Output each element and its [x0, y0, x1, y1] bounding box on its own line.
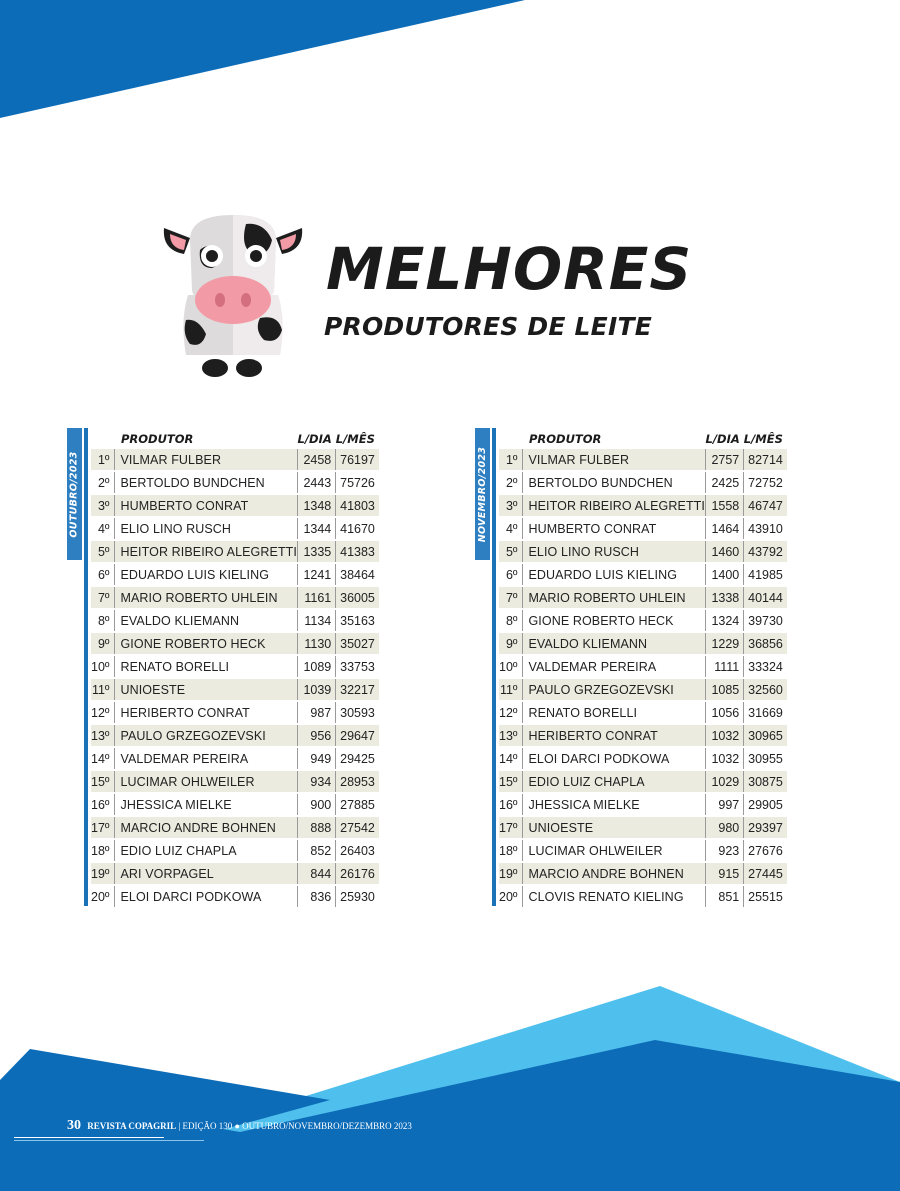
- rank-position: 18º: [499, 839, 523, 862]
- rank-position: 8º: [91, 609, 115, 632]
- producer-name: PAULO GRZEGOZEVSKI: [523, 678, 706, 701]
- liters-per-day: 852: [298, 839, 336, 862]
- liters-per-day: 1464: [706, 517, 744, 540]
- table-row: [499, 770, 787, 793]
- producer-name: HUMBERTO CONRAT: [523, 517, 706, 540]
- rank-position: 8º: [499, 609, 523, 632]
- producer-name: GIONE ROBERTO HECK: [115, 632, 298, 655]
- liters-per-month: 27445: [744, 862, 787, 885]
- liters-per-day: 2757: [706, 449, 744, 471]
- col-liters-day-header: L/DIA: [297, 431, 332, 446]
- producer-name: VALDEMAR PEREIRA: [523, 655, 706, 678]
- liters-per-day: 956: [298, 724, 336, 747]
- liters-per-month: 41383: [336, 540, 379, 563]
- producer-name: LUCIMAR OHLWEILER: [523, 839, 706, 862]
- producer-name: EDUARDO LUIS KIELING: [523, 563, 706, 586]
- rank-position: 17º: [91, 816, 115, 839]
- liters-per-day: 2443: [298, 471, 336, 494]
- table-row: [91, 655, 379, 678]
- col-position-header: [91, 428, 115, 449]
- rank-position: 6º: [91, 563, 115, 586]
- liters-per-month: 32560: [744, 678, 787, 701]
- producer-name: UNIOESTE: [523, 816, 706, 839]
- liters-per-day: 2425: [706, 471, 744, 494]
- liters-per-day: 987: [298, 701, 336, 724]
- liters-per-month: 25930: [336, 885, 379, 908]
- liters-per-month: 35027: [336, 632, 379, 655]
- liters-per-day: 923: [706, 839, 744, 862]
- producer-name: EVALDO KLIEMANN: [523, 632, 706, 655]
- panel-accent-bar: [492, 428, 496, 906]
- rank-position: 11º: [91, 678, 115, 701]
- liters-per-month: 30955: [744, 747, 787, 770]
- rank-position: 2º: [91, 471, 115, 494]
- table-row: [499, 655, 787, 678]
- producer-name: EDIO LUIZ CHAPLA: [115, 839, 298, 862]
- liters-per-month: 36856: [744, 632, 787, 655]
- table-row: [499, 632, 787, 655]
- footer-rule: [14, 1137, 164, 1138]
- rank-position: 5º: [91, 540, 115, 563]
- producer-name: MARIO ROBERTO UHLEIN: [115, 586, 298, 609]
- liters-per-day: 949: [298, 747, 336, 770]
- col-producer-header: PRODUTOR: [528, 431, 602, 446]
- footer-rule-secondary: [14, 1140, 204, 1141]
- liters-per-day: 1241: [298, 563, 336, 586]
- rank-position: 9º: [91, 632, 115, 655]
- top-left-blue-wave: [0, 0, 525, 118]
- liters-per-month: 29905: [744, 793, 787, 816]
- rank-position: 4º: [499, 517, 523, 540]
- liters-per-month: 30875: [744, 770, 787, 793]
- ranking-table: [91, 428, 379, 909]
- liters-per-day: 836: [298, 885, 336, 908]
- rank-position: 7º: [499, 586, 523, 609]
- rank-position: 17º: [499, 816, 523, 839]
- page-title: MELHORES: [326, 235, 693, 303]
- rank-position: 13º: [91, 724, 115, 747]
- table-row: [499, 449, 787, 471]
- rank-position: 10º: [499, 655, 523, 678]
- edition-info: | EDIÇÃO 130 ● OUTUBRO/NOVEMBRO/DEZEMBRO 2023: [178, 1121, 412, 1131]
- table-header-row: [499, 428, 787, 449]
- table-row: [499, 540, 787, 563]
- liters-per-day: 1460: [706, 540, 744, 563]
- producer-name: JHESSICA MIELKE: [523, 793, 706, 816]
- table-row: [91, 747, 379, 770]
- liters-per-day: 851: [706, 885, 744, 908]
- table-row: [91, 678, 379, 701]
- table-row: [499, 586, 787, 609]
- col-producer-header: PRODUTOR: [120, 431, 194, 446]
- liters-per-day: 1338: [706, 586, 744, 609]
- rank-position: 14º: [91, 747, 115, 770]
- liters-per-month: 29425: [336, 747, 379, 770]
- table-header-row: [91, 428, 379, 449]
- liters-per-day: 1335: [298, 540, 336, 563]
- producer-name: EVALDO KLIEMANN: [115, 609, 298, 632]
- liters-per-month: 43910: [744, 517, 787, 540]
- liters-per-month: 27676: [744, 839, 787, 862]
- producer-name: HEITOR RIBEIRO ALEGRETTI: [523, 494, 706, 517]
- liters-per-month: 35163: [336, 609, 379, 632]
- producer-name: JHESSICA MIELKE: [115, 793, 298, 816]
- liters-per-month: 29397: [744, 816, 787, 839]
- table-row: [91, 793, 379, 816]
- ranking-table: [499, 428, 787, 909]
- liters-per-month: 38464: [336, 563, 379, 586]
- producer-name: ELIO LINO RUSCH: [115, 517, 298, 540]
- rank-position: 20º: [499, 885, 523, 908]
- producer-name: BERTOLDO BUNDCHEN: [115, 471, 298, 494]
- liters-per-month: 25515: [744, 885, 787, 908]
- table-row: [499, 494, 787, 517]
- liters-per-month: 27885: [336, 793, 379, 816]
- liters-per-day: 1161: [298, 586, 336, 609]
- producer-name: VALDEMAR PEREIRA: [115, 747, 298, 770]
- rank-position: 4º: [91, 517, 115, 540]
- table-row: [91, 494, 379, 517]
- liters-per-day: 1324: [706, 609, 744, 632]
- rank-position: 11º: [499, 678, 523, 701]
- table-row: [91, 586, 379, 609]
- rank-position: 15º: [91, 770, 115, 793]
- liters-per-day: 1344: [298, 517, 336, 540]
- liters-per-month: 40144: [744, 586, 787, 609]
- liters-per-month: 36005: [336, 586, 379, 609]
- liters-per-month: 26176: [336, 862, 379, 885]
- liters-per-month: 27542: [336, 816, 379, 839]
- table-row: [499, 747, 787, 770]
- liters-per-month: 41803: [336, 494, 379, 517]
- month-label: OUTUBRO/2023: [69, 450, 81, 538]
- liters-per-day: 900: [298, 793, 336, 816]
- liters-per-day: 1134: [298, 609, 336, 632]
- liters-per-month: 30593: [336, 701, 379, 724]
- producer-name: EDUARDO LUIS KIELING: [115, 563, 298, 586]
- table-row: [499, 885, 787, 908]
- table-row: [499, 793, 787, 816]
- producer-name: ELOI DARCI PODKOWA: [115, 885, 298, 908]
- table-row: [91, 724, 379, 747]
- liters-per-month: 75726: [336, 471, 379, 494]
- rank-position: 6º: [499, 563, 523, 586]
- producer-name: RENATO BORELLI: [115, 655, 298, 678]
- liters-per-day: 915: [706, 862, 744, 885]
- hero-header: [160, 210, 720, 380]
- producer-name: ARI VORPAGEL: [115, 862, 298, 885]
- liters-per-day: 1400: [706, 563, 744, 586]
- rank-position: 15º: [499, 770, 523, 793]
- producer-name: RENATO BORELLI: [523, 701, 706, 724]
- rank-position: 3º: [499, 494, 523, 517]
- producer-name: MARIO ROBERTO UHLEIN: [523, 586, 706, 609]
- rank-position: 13º: [499, 724, 523, 747]
- producer-name: LUCIMAR OHLWEILER: [115, 770, 298, 793]
- producer-name: VILMAR FULBER: [523, 449, 706, 471]
- rank-position: 5º: [499, 540, 523, 563]
- table-row: [91, 632, 379, 655]
- liters-per-day: 2458: [298, 449, 336, 471]
- liters-per-day: 1558: [706, 494, 744, 517]
- liters-per-month: 76197: [336, 449, 379, 471]
- table-row: [499, 862, 787, 885]
- liters-per-month: 31669: [744, 701, 787, 724]
- table-row: [499, 816, 787, 839]
- liters-per-month: 33753: [336, 655, 379, 678]
- liters-per-day: 1229: [706, 632, 744, 655]
- table-row: [91, 839, 379, 862]
- liters-per-month: 28953: [336, 770, 379, 793]
- table-row: [91, 517, 379, 540]
- liters-per-month: 30965: [744, 724, 787, 747]
- liters-per-day: 888: [298, 816, 336, 839]
- table-row: [499, 609, 787, 632]
- producer-name: CLOVIS RENATO KIELING: [523, 885, 706, 908]
- rank-position: 20º: [91, 885, 115, 908]
- rank-position: 10º: [91, 655, 115, 678]
- page-number: 30: [67, 1118, 81, 1133]
- magazine-name: REVISTA COPAGRIL: [87, 1121, 177, 1131]
- cow-icon: [160, 210, 310, 378]
- producer-name: EDIO LUIZ CHAPLA: [523, 770, 706, 793]
- table-row: [91, 770, 379, 793]
- producer-name: VILMAR FULBER: [115, 449, 298, 471]
- table-row: [91, 862, 379, 885]
- liters-per-month: 29647: [336, 724, 379, 747]
- liters-per-month: 26403: [336, 839, 379, 862]
- liters-per-month: 43792: [744, 540, 787, 563]
- month-label: NOVEMBRO/2023: [477, 446, 488, 542]
- page-subtitle: PRODUTORES DE LEITE: [324, 312, 652, 341]
- table-row: [91, 701, 379, 724]
- panel-accent-bar: [84, 428, 88, 906]
- rank-position: 1º: [499, 449, 523, 471]
- producer-name: GIONE ROBERTO HECK: [523, 609, 706, 632]
- producer-name: HUMBERTO CONRAT: [115, 494, 298, 517]
- rank-position: 12º: [499, 701, 523, 724]
- rank-position: 1º: [91, 449, 115, 471]
- liters-per-month: 41985: [744, 563, 787, 586]
- liters-per-day: 1032: [706, 724, 744, 747]
- liters-per-month: 82714: [744, 449, 787, 471]
- liters-per-day: 844: [298, 862, 336, 885]
- table-row: [91, 471, 379, 494]
- rank-position: 9º: [499, 632, 523, 655]
- liters-per-month: 41670: [336, 517, 379, 540]
- rank-position: 19º: [499, 862, 523, 885]
- table-row: [91, 609, 379, 632]
- month-tab: [475, 428, 490, 560]
- liters-per-month: 33324: [744, 655, 787, 678]
- col-liters-month-header: L/MÊS: [743, 431, 783, 446]
- producer-name: HERIBERTO CONRAT: [523, 724, 706, 747]
- producer-name: MARCIO ANDRE BOHNEN: [115, 816, 298, 839]
- producer-name: ELIO LINO RUSCH: [523, 540, 706, 563]
- liters-per-day: 1130: [298, 632, 336, 655]
- liters-per-day: 1111: [706, 655, 744, 678]
- producer-name: UNIOESTE: [115, 678, 298, 701]
- table-row: [499, 724, 787, 747]
- liters-per-day: 1056: [706, 701, 744, 724]
- table-row: [91, 816, 379, 839]
- liters-per-day: 1089: [298, 655, 336, 678]
- producer-name: ELOI DARCI PODKOWA: [523, 747, 706, 770]
- rank-position: 14º: [499, 747, 523, 770]
- rank-position: 16º: [499, 793, 523, 816]
- rank-position: 12º: [91, 701, 115, 724]
- liters-per-month: 46747: [744, 494, 787, 517]
- liters-per-month: 39730: [744, 609, 787, 632]
- rank-position: 3º: [91, 494, 115, 517]
- rank-position: 7º: [91, 586, 115, 609]
- table-row: [499, 563, 787, 586]
- producer-name: HEITOR RIBEIRO ALEGRETTI: [115, 540, 298, 563]
- col-position-header: [499, 428, 523, 449]
- table-row: [499, 678, 787, 701]
- liters-per-day: 1085: [706, 678, 744, 701]
- liters-per-day: 1348: [298, 494, 336, 517]
- rank-position: 16º: [91, 793, 115, 816]
- month-tab: [67, 428, 82, 560]
- table-row: [91, 563, 379, 586]
- col-liters-month-header: L/MÊS: [335, 431, 375, 446]
- rank-position: 19º: [91, 862, 115, 885]
- liters-per-day: 1032: [706, 747, 744, 770]
- table-row: [499, 839, 787, 862]
- rank-position: 2º: [499, 471, 523, 494]
- liters-per-day: 980: [706, 816, 744, 839]
- table-row: [499, 517, 787, 540]
- producer-name: HERIBERTO CONRAT: [115, 701, 298, 724]
- producer-name: BERTOLDO BUNDCHEN: [523, 471, 706, 494]
- col-liters-day-header: L/DIA: [705, 431, 740, 446]
- table-row: [91, 449, 379, 471]
- liters-per-day: 997: [706, 793, 744, 816]
- table-row: [499, 471, 787, 494]
- liters-per-day: 934: [298, 770, 336, 793]
- producer-name: MARCIO ANDRE BOHNEN: [523, 862, 706, 885]
- producer-name: PAULO GRZEGOZEVSKI: [115, 724, 298, 747]
- liters-per-day: 1029: [706, 770, 744, 793]
- table-row: [91, 540, 379, 563]
- liters-per-month: 32217: [336, 678, 379, 701]
- liters-per-month: 72752: [744, 471, 787, 494]
- liters-per-day: 1039: [298, 678, 336, 701]
- rank-position: 18º: [91, 839, 115, 862]
- table-row: [91, 885, 379, 908]
- table-row: [499, 701, 787, 724]
- page-footer: [67, 1118, 412, 1134]
